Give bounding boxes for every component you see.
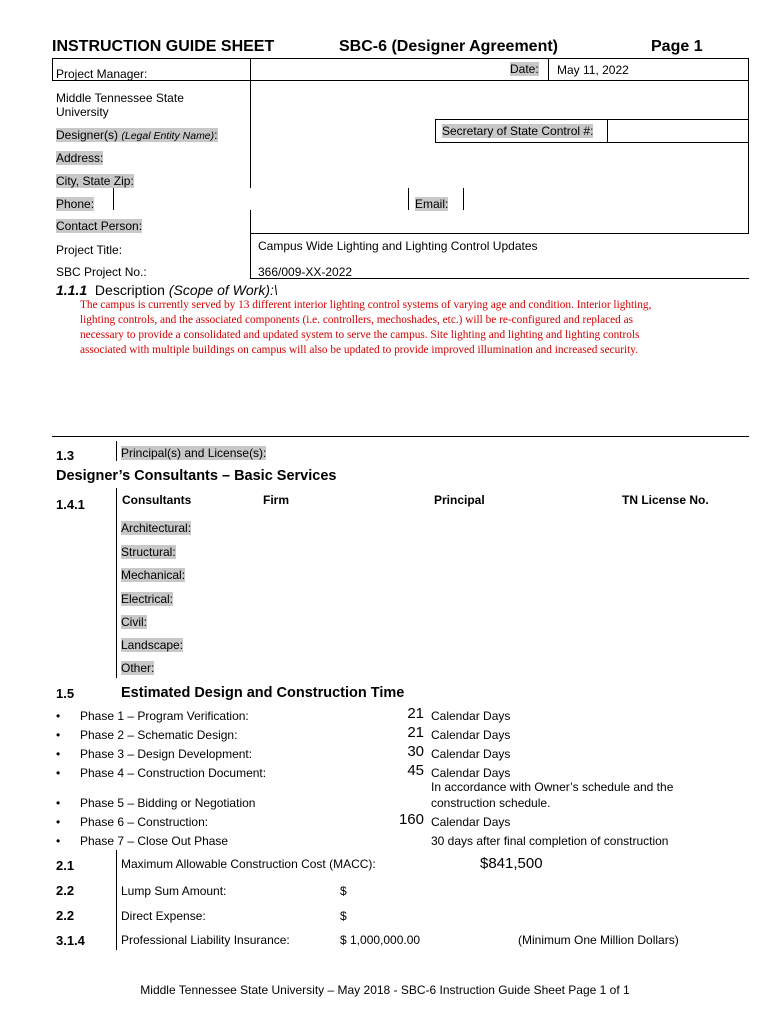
section-rule [52, 436, 749, 437]
address-label: Address: [56, 151, 104, 165]
project-manager-label: Project Manager: [56, 67, 148, 81]
phase5-note: In accordance with Owner’s schedule and the [431, 780, 674, 794]
phone-label: Phone: [56, 197, 95, 211]
section-number: 3.1.4 [56, 933, 85, 948]
consultant-civil: Civil: [121, 615, 147, 629]
email-divider [463, 188, 464, 210]
consultant-landscape: Landscape: [121, 638, 184, 652]
lump-sum-value: $ [340, 884, 347, 898]
insurance-value: $ 1,000,000.00 [340, 933, 421, 947]
description-line: necessary to provide a consolidated and updated system to serve the campus. Site lighting and lighting and lighting controls [80, 329, 640, 341]
phase-days: 21 [407, 724, 424, 741]
header-rule [52, 58, 749, 59]
phase-item: • Phase 3 – Design Development: [80, 747, 252, 761]
time-heading: Estimated Design and Construction Time [121, 685, 405, 701]
macc-value: $841,500 [480, 855, 543, 872]
consultants-heading: Designer’s Consultants – Basic Services [56, 468, 337, 484]
sos-border [435, 119, 748, 120]
phase5-note: construction schedule. [431, 796, 551, 810]
phase-days: 160 [398, 811, 424, 828]
phase-item: • Phase 4 – Construction Document: [80, 766, 266, 780]
date-divider [548, 58, 549, 80]
sbc-project-label: SBC Project No.: [56, 265, 147, 279]
section-number: 1.3 [56, 448, 75, 463]
consultant-mechanical: Mechanical: [121, 568, 186, 582]
phase-unit: Calendar Days [431, 728, 511, 742]
table-divider [250, 210, 251, 278]
table-border [250, 233, 749, 234]
date-value: May 11, 2022 [557, 63, 629, 77]
page-footer: Middle Tennessee State University – May 2018 - SBC-6 Instruction Guide Sheet Page 1 of 1 [140, 983, 630, 997]
principals-divider [116, 441, 117, 461]
table-border [52, 80, 749, 81]
consultant-electrical: Electrical: [121, 592, 174, 606]
section-number: 2.2 [56, 883, 75, 898]
contact-person-label: Contact Person: [56, 219, 143, 233]
description-line: associated with multiple buildings on campus will also be updated to provide improved illumination and increased security. [80, 344, 639, 356]
sbc-project-value: 366/009-XX-2022 [258, 265, 353, 279]
phase-days: 30 [407, 743, 424, 760]
date-label: Date: [510, 62, 539, 76]
col-principal: Principal [434, 493, 485, 507]
table-border [748, 58, 749, 234]
costs-divider [116, 850, 117, 950]
table-divider [250, 58, 251, 188]
section-number: 1.4.1 [56, 497, 85, 512]
phase-days: 45 [407, 762, 424, 779]
description-line: lighting controls, and the associated components (i.e. controllers, mechoshades, etc.) will be re-configured and replaced as [80, 314, 634, 326]
consultant-architectural: Architectural: [121, 521, 192, 535]
insurance-label: Professional Liability Insurance: [121, 933, 290, 947]
phase-item: • Phase 5 – Bidding or Negotiation [80, 796, 255, 810]
section-number: 2.2 [56, 908, 75, 923]
description-line: The campus is currently served by 13 different interior lighting control systems of varying age and condition. Interior lighting, [80, 299, 652, 311]
insurance-note: (Minimum One Million Dollars) [518, 933, 679, 947]
page-number: Page 1 [651, 38, 703, 55]
phase-days: 21 [407, 705, 424, 722]
section-number: 1.5 [56, 686, 75, 701]
section-number: 2.1 [56, 858, 75, 873]
phase-item: • Phase 6 – Construction: [80, 815, 208, 829]
direct-expense-value: $ [340, 909, 347, 923]
lump-sum-label: Lump Sum Amount: [121, 884, 227, 898]
consultant-structural: Structural: [121, 545, 176, 559]
phase-unit: Calendar Days [431, 815, 511, 829]
university-name-line1: Middle Tennessee State [56, 91, 184, 105]
col-consultants: Consultants [122, 493, 192, 507]
form-title: SBC-6 (Designer Agreement) [339, 38, 559, 55]
consultants-divider [116, 488, 117, 678]
phase-item: • Phase 1 – Program Verification: [80, 709, 249, 723]
direct-expense-label: Direct Expense: [121, 909, 206, 923]
col-license: TN License No. [622, 493, 709, 507]
phase-unit: Calendar Days [431, 747, 511, 761]
macc-label: Maximum Allowable Construction Cost (MACC): [121, 857, 376, 871]
description-heading: 1.1.1 Description (Scope of Work):\ [56, 282, 278, 298]
email-label: Email: [415, 197, 449, 211]
col-firm: Firm [263, 493, 290, 507]
sos-border [435, 142, 748, 143]
phase-unit: Calendar Days [431, 766, 511, 780]
page-title: INSTRUCTION GUIDE SHEET [52, 38, 275, 55]
sos-border [435, 119, 436, 143]
phase-item: • Phase 7 – Close Out Phase [80, 834, 228, 848]
sos-divider [607, 119, 608, 143]
phase-unit: Calendar Days [431, 709, 511, 723]
phone-divider [113, 188, 114, 210]
phase-unit: 30 days after final completion of construction [431, 834, 669, 848]
principals-label: Principal(s) and License(s): [121, 446, 267, 460]
sos-control-label: Secretary of State Control #: [442, 124, 594, 138]
table-border [52, 58, 53, 80]
project-title-value: Campus Wide Lighting and Lighting Control Updates [258, 239, 538, 253]
university-name-line2: University [56, 105, 109, 119]
project-title-label: Project Title: [56, 243, 123, 257]
phase-item: • Phase 2 – Schematic Design: [80, 728, 237, 742]
city-state-zip-label: City, State Zip: [56, 174, 134, 188]
designer-label: Designer(s) (Legal Entity Name): [56, 128, 218, 142]
email-divider [408, 188, 409, 210]
consultant-other: Other: [121, 661, 155, 675]
